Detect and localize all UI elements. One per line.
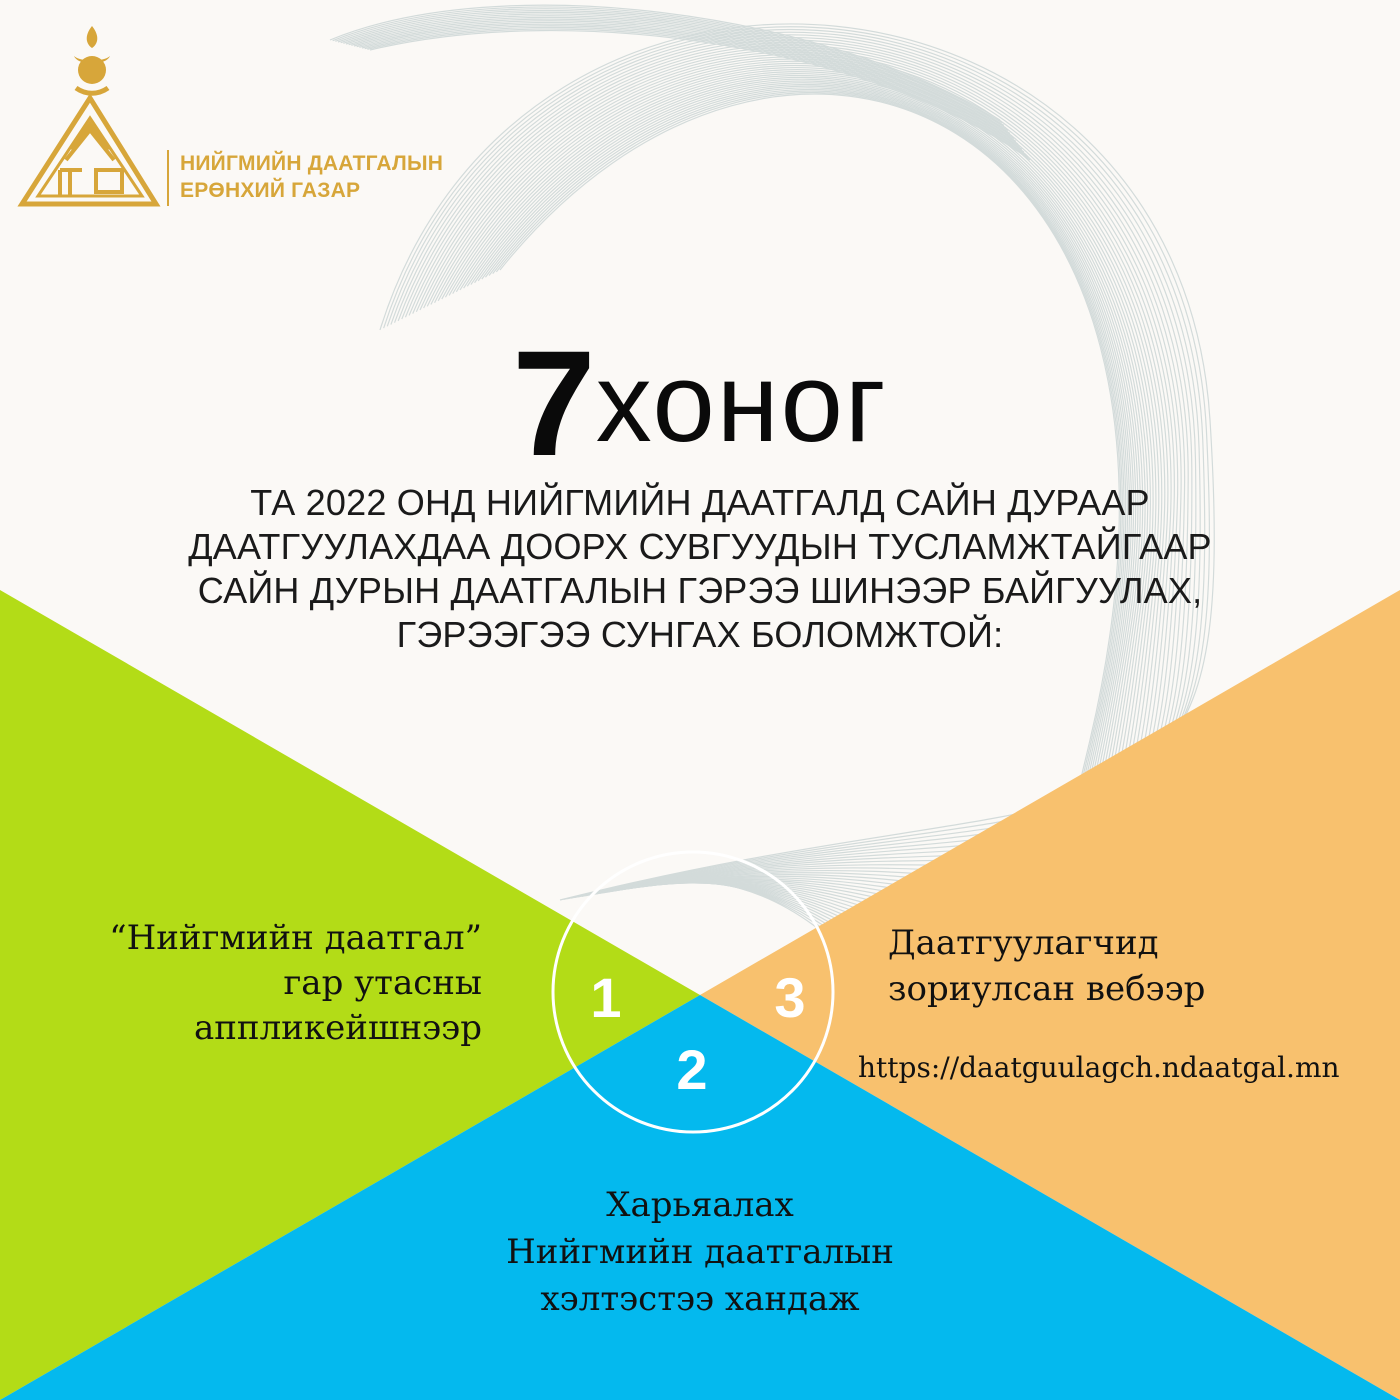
channel-3-line-2: зориулсан вебээр xyxy=(888,969,1206,1009)
channel-3-url-link[interactable]: https://daatguulagch.ndaatgal.mn xyxy=(858,1051,1340,1084)
channel-3-number: 3 xyxy=(774,966,806,1029)
channel-1-number: 1 xyxy=(590,966,622,1029)
headline-number: 7 xyxy=(512,319,596,487)
channel-2-line-3: хэлтэстээ хандаж xyxy=(540,1279,860,1319)
headline xyxy=(0,319,1400,487)
channel-1-line-2: гар утасны xyxy=(283,963,482,1003)
channel-2-line-1: Харьяалах xyxy=(606,1185,794,1225)
intro-line-4: ГЭРЭЭГЭЭ СУНГАХ БОЛОМЖТОЙ: xyxy=(396,614,1004,655)
intro-line-2: ДААТГУУЛАХДАА ДООРХ СУВГУУДЫН ТУСЛАМЖТАЙГААР xyxy=(188,526,1212,567)
channel-2-line-2: Нийгмийн даатгалын xyxy=(506,1232,894,1272)
channel-3-line-1: Даатгуулагчид xyxy=(888,923,1159,963)
organization-name-line-1: НИЙГМИЙН ДААТГАЛЫН xyxy=(180,152,444,175)
soyombo-triangle-logo-icon xyxy=(22,26,156,204)
channel-1-text xyxy=(60,916,482,1051)
organization-name xyxy=(180,150,480,204)
intro-text xyxy=(100,481,1300,657)
intro-line-3: САЙН ДУРЫН ДААТГАЛЫН ГЭРЭЭ ШИНЭЭР БАЙГУУЛАХ, xyxy=(197,570,1203,611)
channel-3-text xyxy=(888,920,1308,1012)
channel-1-line-1: “Нийгмийн даатгал” xyxy=(109,918,482,958)
organization-name-line-2: ЕРӨНХИЙ ГАЗАР xyxy=(180,179,361,202)
channel-1-line-3: аппликейшнээр xyxy=(193,1008,482,1048)
channel-2-number: 2 xyxy=(676,1038,708,1101)
intro-line-1: ТА 2022 ОНД НИЙГМИЙН ДААТГАЛД САЙН ДУРААР xyxy=(250,482,1150,523)
logo-divider xyxy=(167,150,169,206)
channel-2-text xyxy=(400,1182,1000,1323)
headline-word: хоног xyxy=(595,340,888,465)
